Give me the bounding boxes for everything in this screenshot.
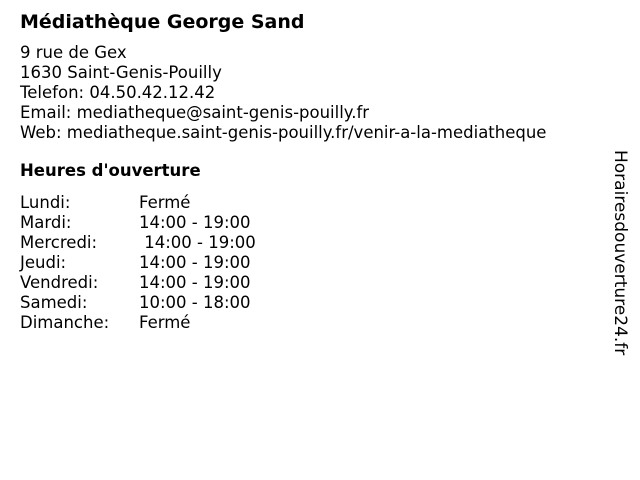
site-watermark (600, 135, 640, 371)
email-text: Email: mediatheque@saint-genis-pouilly.fr (20, 103, 370, 122)
hours-time: Fermé (139, 193, 191, 212)
hours-table (20, 193, 600, 333)
hours-row (20, 233, 600, 253)
hours-row (20, 193, 600, 213)
hours-time: Fermé (139, 313, 191, 332)
hours-time: 14:00 - 19:00 (139, 233, 256, 252)
hours-day: Vendredi: (20, 273, 99, 292)
phone-text: Telefon: 04.50.42.12.42 (20, 83, 216, 102)
hours-day: Jeudi: (20, 253, 67, 272)
hours-row (20, 273, 600, 293)
hours-day: Dimanche: (20, 313, 110, 332)
hours-time: 14:00 - 19:00 (139, 253, 251, 272)
web-text: Web: mediatheque.saint-genis-pouilly.fr/venir-a-la-mediatheque (20, 123, 547, 142)
hours-row (20, 253, 600, 273)
address-city: 1630 Saint-Genis-Pouilly (20, 63, 222, 82)
hours-day: Mardi: (20, 213, 72, 232)
hours-day: Lundi: (20, 193, 71, 212)
hours-time: 14:00 - 19:00 (139, 273, 251, 292)
hours-day: Mercredi: (20, 233, 98, 252)
hours-time: 14:00 - 19:00 (139, 213, 251, 232)
address-street: 9 rue de Gex (20, 43, 127, 62)
hours-day: Samedi: (20, 293, 88, 312)
place-name: Médiathèque George Sand (20, 11, 305, 33)
watermark-text: Horairesdouverture24.fr (610, 150, 630, 356)
hours-row (20, 313, 600, 333)
contact-block (20, 43, 600, 143)
hours-time: 10:00 - 18:00 (139, 293, 251, 312)
hours-row (20, 293, 600, 313)
place-card (20, 10, 600, 333)
hours-heading: Heures d'ouverture (20, 161, 201, 180)
hours-row (20, 213, 600, 233)
